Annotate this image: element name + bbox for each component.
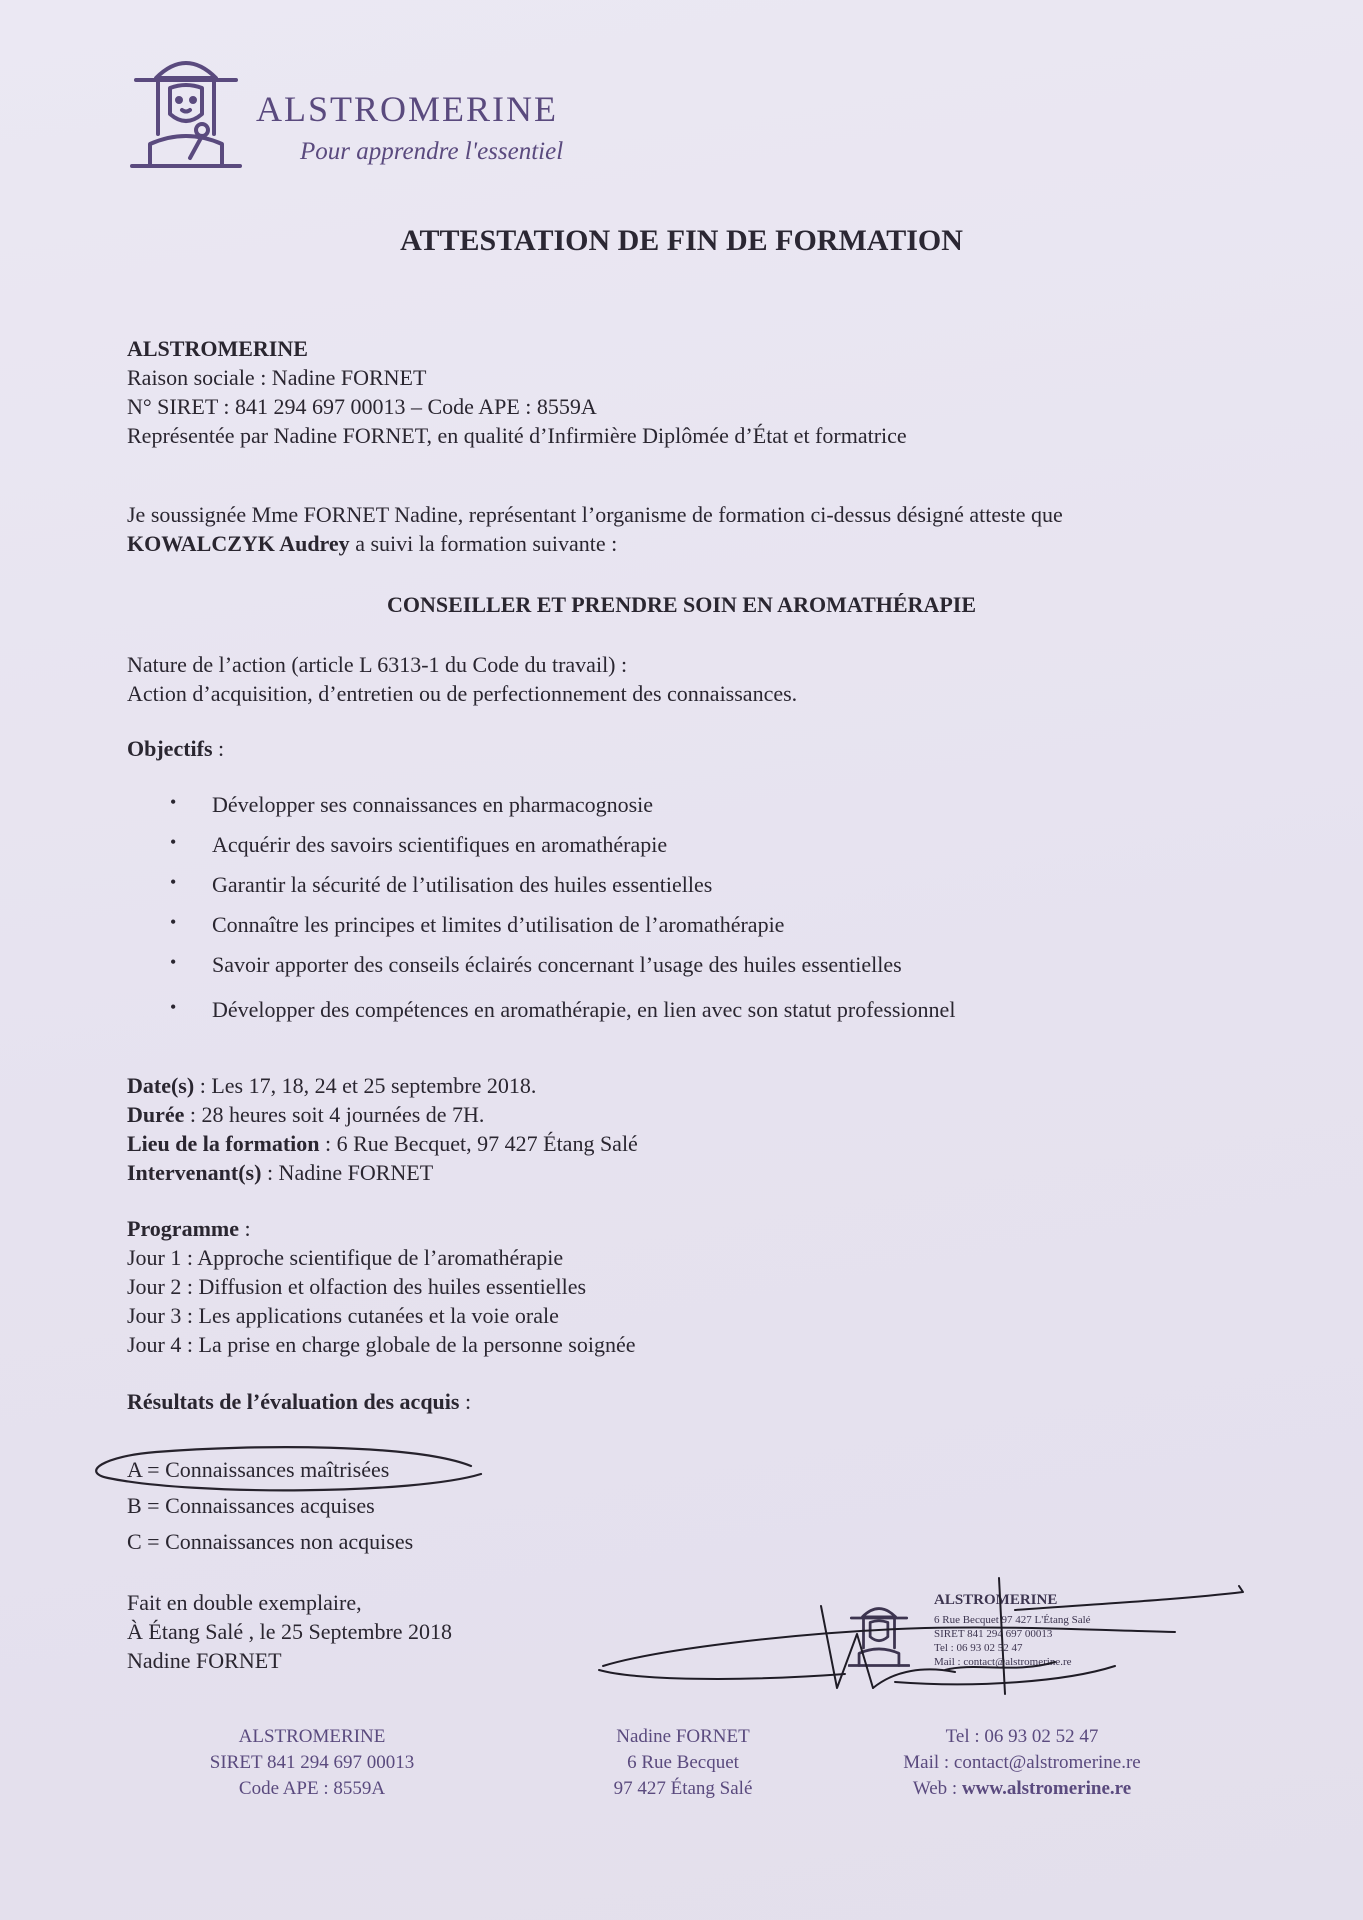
stamp-siret: SIRET 841 294 697 00013: [934, 1628, 1053, 1640]
footer-siret: SIRET 841 294 697 00013: [209, 1752, 415, 1773]
objectives-heading-label: Objectifs: [127, 736, 213, 761]
dates-label: Date(s): [127, 1073, 195, 1098]
footer-owner: Nadine FORNET: [616, 1726, 750, 1747]
list-item: [170, 832, 955, 861]
bullet-icon: •: [170, 872, 177, 892]
nature-block: [127, 650, 797, 708]
footer-city: 97 427 Étang Salé: [613, 1778, 753, 1799]
statement-line-2-rest: a suivi la formation suivante :: [349, 531, 618, 556]
closing-place-date: À Étang Salé , le 25 Septembre 2018: [127, 1619, 453, 1644]
objective-text: Développer des compétences en aromathérapie, en lien avec son statut professionnel: [212, 997, 956, 1022]
nature-line-1: Nature de l’action (article L 6313-1 du Code du travail) :: [127, 652, 628, 677]
location-label: Lieu de la formation: [127, 1131, 320, 1156]
objectives-heading-colon: :: [212, 736, 225, 761]
closing-block: [127, 1588, 452, 1675]
location-value: : 6 Rue Becquet, 97 427 Étang Salé: [319, 1131, 638, 1156]
girl-logo-icon: [130, 48, 242, 170]
footer-web: [862, 1776, 1182, 1802]
result-c: C = Connaissances non acquises: [127, 1529, 414, 1554]
footer-web-label: Web :: [912, 1778, 962, 1799]
objectives-heading: [127, 734, 224, 763]
bullet-icon: •: [170, 997, 177, 1017]
trainee-name: KOWALCZYK Audrey: [127, 531, 350, 556]
result-b: B = Connaissances acquises: [127, 1493, 375, 1518]
programme-heading-colon: :: [239, 1216, 251, 1241]
programme-heading-label: Programme: [127, 1216, 239, 1241]
representative-line: Représentée par Nadine FORNET, en qualité d’Infirmière Diplômée d’État et formatrice: [127, 423, 907, 448]
stamp-tel: Tel : 06 93 02 52 47: [934, 1642, 1023, 1654]
organisation-block: [127, 334, 907, 450]
dates-line: [127, 1071, 638, 1100]
list-item: [170, 872, 955, 901]
location-line: [127, 1129, 638, 1158]
brand-name: ALSTROMERINE: [256, 89, 558, 129]
footer-company: [162, 1724, 462, 1802]
statement-line-2: [127, 529, 1063, 558]
programme-block: [127, 1214, 635, 1359]
objective-text: Acquérir des savoirs scientifiques en aromathérapie: [212, 832, 668, 857]
trainer-value: : Nadine FORNET: [261, 1160, 434, 1185]
bullet-icon: •: [170, 832, 177, 852]
duration-value: : 28 heures soit 4 journées de 7H.: [184, 1102, 485, 1127]
nature-line-2: Action d’acquisition, d’entretien ou de perfectionnement des connaissances.: [127, 681, 798, 706]
result-a: A = Connaissances maîtrisées: [127, 1457, 390, 1482]
footer-mail: Mail : contact@alstromerine.re: [903, 1752, 1141, 1773]
results-heading-label: Résultats de l’évaluation des acquis: [127, 1389, 460, 1414]
handwritten-signature: [595, 1570, 1255, 1700]
objective-text: Développer ses connaissances en pharmacognosie: [212, 792, 654, 817]
training-details: [127, 1071, 638, 1187]
organisation-name: ALSTROMERINE: [127, 336, 308, 361]
objective-text: Connaître les principes et limites d’utilisation de l’aromathérapie: [212, 912, 785, 937]
objective-text: Garantir la sécurité de l’utilisation des huiles essentielles: [212, 872, 713, 897]
list-item: [170, 912, 955, 941]
trainer-line: [127, 1158, 638, 1187]
bullet-icon: •: [170, 912, 177, 932]
course-title: CONSEILLER ET PRENDRE SOIN EN AROMATHÉRAPIE: [386, 592, 976, 617]
statement-line-1: Je soussignée Mme FORNET Nadine, représentant l’organisme de formation ci-dessus désigné atteste que: [127, 502, 1063, 527]
stamp-mail: Mail : contact@alstromerine.re: [934, 1656, 1072, 1668]
footer-tel: Tel : 06 93 02 52 47: [945, 1726, 1099, 1747]
list-item: [170, 997, 955, 1026]
trainer-label: Intervenant(s): [127, 1160, 262, 1185]
footer-contact: [862, 1724, 1182, 1802]
list-item: [170, 792, 955, 821]
programme-day: Jour 1 : Approche scientifique de l’aromathérapie: [127, 1245, 564, 1270]
programme-heading: [127, 1214, 635, 1243]
results-heading: [127, 1387, 471, 1416]
footer-company-name: ALSTROMERINE: [238, 1726, 386, 1747]
handwritten-circle-mark: [86, 1436, 496, 1496]
brand-tagline: Pour apprendre l'essentiel: [300, 138, 564, 165]
dates-value: : Les 17, 18, 24 et 25 septembre 2018.: [194, 1073, 537, 1098]
programme-day: Jour 2 : Diffusion et olfaction des huiles essentielles: [127, 1274, 587, 1299]
bullet-icon: •: [170, 792, 177, 812]
footer-address: [533, 1724, 833, 1802]
stamp-address: 6 Rue Becquet 97 427 L'Étang Salé: [934, 1614, 1091, 1626]
stamp-name: ALSTROMERINE: [934, 1592, 1058, 1608]
attestation-statement: [127, 500, 1063, 558]
results-heading-colon: :: [459, 1389, 472, 1414]
closing-signatory: Nadine FORNET: [127, 1648, 282, 1673]
bullet-icon: •: [170, 952, 177, 972]
footer-street: 6 Rue Becquet: [627, 1752, 739, 1773]
programme-day: Jour 3 : Les applications cutanées et la voie orale: [127, 1303, 559, 1328]
footer-ape: Code APE : 8559A: [238, 1778, 386, 1799]
objective-text: Savoir apporter des conseils éclairés concernant l’usage des huiles essentielles: [212, 952, 902, 977]
footer-web-link[interactable]: www.alstromerine.re: [961, 1778, 1132, 1799]
siret-line: N° SIRET : 841 294 697 00013 – Code APE : 8559A: [127, 394, 597, 419]
list-item: [170, 952, 955, 981]
closing-line-1: Fait en double exemplaire,: [127, 1590, 362, 1615]
document-title: ATTESTATION DE FIN DE FORMATION: [400, 224, 963, 257]
duration-line: [127, 1100, 638, 1129]
duration-label: Durée: [127, 1102, 185, 1127]
programme-day: Jour 4 : La prise en charge globale de la personne soignée: [127, 1332, 636, 1357]
objectives-list: [170, 792, 955, 1026]
raison-sociale: Raison sociale : Nadine FORNET: [127, 365, 427, 390]
